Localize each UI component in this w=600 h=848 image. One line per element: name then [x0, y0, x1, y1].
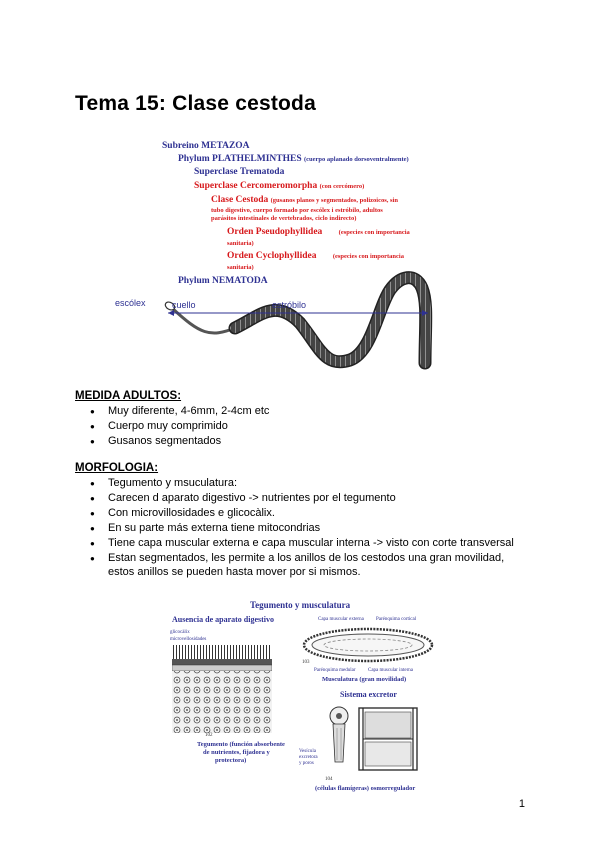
taxonomy-orden-cyclophyllidea [227, 251, 404, 261]
label-escolex: escólex [115, 298, 146, 308]
orden2-label: Orden Cyclophyllidea [227, 251, 317, 261]
clase-note-1: (gusanos planos y segmentados, polizoicos, sin [270, 197, 398, 204]
worm-neck [172, 308, 235, 333]
label-cuello: cuello [172, 300, 196, 310]
tapeworm-drawing [110, 268, 440, 380]
list-item: ● Estan segmentados, les permite a los anillos de los cestodos una gran movilidad, [90, 551, 514, 566]
taxonomy-clase-cestoda [211, 195, 398, 205]
label-parenquima-medular: Parénquima medular [314, 668, 356, 673]
proglottid-upper [365, 712, 411, 738]
label-capa-muscular-externa: Capa muscular externa [318, 617, 364, 622]
sistema-excretor-title: Sistema excretor [340, 690, 397, 699]
clase-note-2: tubo digestivo, cuerpo formado por escólex i estróbilo, adultos [211, 207, 383, 214]
medida-heading: MEDIDA ADULTOS: [75, 390, 182, 402]
list-item: ● En su parte más externa tiene mitocondrias [90, 521, 514, 536]
page-title: Tema 15: Clase cestoda [75, 92, 316, 115]
list-item: ● Con microvillosidades e glicocàlix. [90, 506, 514, 521]
taxonomy-superclase-trematoda: Superclase Trematoda [194, 167, 285, 177]
taxonomy-superclase-cercomeromorpha [194, 181, 364, 191]
label-y-poros: y poros [299, 761, 314, 766]
fig2-title: Tegumento y musculatura [250, 600, 351, 610]
phylum1-label: Phylum PLATHELMINTHES [178, 154, 302, 164]
page-number: 1 [518, 798, 525, 810]
musculature-cross-section [298, 624, 438, 666]
list-item: ● Muy diferente, 4-6mm, 2-4cm etc [90, 404, 269, 419]
list-item: ● Cuerpo muy comprimido [90, 419, 269, 434]
list-item: ● Tiene capa muscular externa e capa muscular interna -> visto con corte transversal [90, 536, 514, 551]
label-estrobilo: estróbilo [272, 300, 307, 310]
tegument-micrograph [172, 645, 272, 733]
length-arrow-tail [168, 310, 174, 316]
excretory-system-drawing [303, 702, 423, 776]
label-microvellosidades: microvellosidades [170, 637, 207, 642]
clase-note-3: parásitos intestinales de vertebrados, ciclo indirecto) [211, 215, 357, 222]
figure-number-102: 102 [205, 733, 213, 738]
teg-caption-2: de nutrientes, fijadora y [203, 749, 270, 756]
fig2-panel-left-title: Ausencia de aparato digestivo [172, 615, 274, 624]
medida-list [90, 404, 269, 449]
label-excretora: excretora [299, 755, 318, 760]
list-item: ● Tegumento y msuculatura: [90, 476, 514, 491]
label-parenquima-cortical: Parénquima cortical [376, 617, 417, 622]
figure-number-104: 104 [325, 777, 333, 782]
orden1-label: Orden Pseudophyllidea [227, 227, 323, 237]
label-vesicula: Vesícula [299, 749, 316, 754]
taxonomy-phylum-nematoda: Phylum NEMATODA [178, 276, 268, 286]
morfologia-continuation: estos anillos se pueden hasta mover por si mismos. [108, 566, 361, 578]
orden1-note-1: (especies con importancia [338, 229, 410, 236]
tapeworm-illustration [110, 268, 440, 380]
taxonomy-subreino: Subreino METAZOA [162, 141, 250, 151]
villi-layer [172, 645, 272, 659]
superclase2-note: (con cercómero) [319, 183, 365, 190]
orden2-note-2: sanitaria) [227, 264, 254, 271]
flame-cell-tube [333, 724, 345, 762]
inner-muscle-ring [312, 634, 424, 656]
superclase2-label: Superclase Cercomeromorpha [194, 181, 318, 191]
label-glicocalix: glicocàlix [170, 630, 190, 635]
taxonomy-orden-pseudophyllidea [227, 227, 410, 237]
phylum1-note: (cuerpo aplanado dorsoventralmente) [304, 156, 409, 163]
tegument-band [172, 659, 272, 665]
mitochondria-band [172, 665, 272, 671]
teg-caption-3: protectora) [215, 757, 247, 764]
orden2-note-1: (especies con importancia [332, 253, 404, 260]
worm-strobila-outline [235, 278, 426, 363]
musculatura-caption: Musculatura (gran movilidad) [322, 676, 407, 683]
cell-layer [172, 671, 272, 733]
orden1-note-2: sanitaria) [227, 240, 254, 247]
morfologia-heading: MORFOLOGIA: [75, 462, 159, 474]
proglottid-lower [365, 742, 411, 766]
teg-caption-1: Tegumento (función absorbente [197, 741, 285, 748]
celulas-caption: (células flamígeras) osmorregulador [315, 785, 416, 792]
list-item: ● Carecen d aparato digestivo -> nutrientes por el tegumento [90, 491, 514, 506]
morfologia-list [90, 476, 514, 566]
label-capa-muscular-interna: Capa muscular interna [368, 668, 413, 673]
list-item: ● Gusanos segmentados [90, 434, 269, 449]
clase-label: Clase Cestoda [211, 195, 269, 205]
flame-cell-nucleus [336, 713, 342, 719]
figure-number-103: 103 [302, 660, 310, 665]
taxonomy-phylum-plathelminthes [178, 154, 409, 164]
